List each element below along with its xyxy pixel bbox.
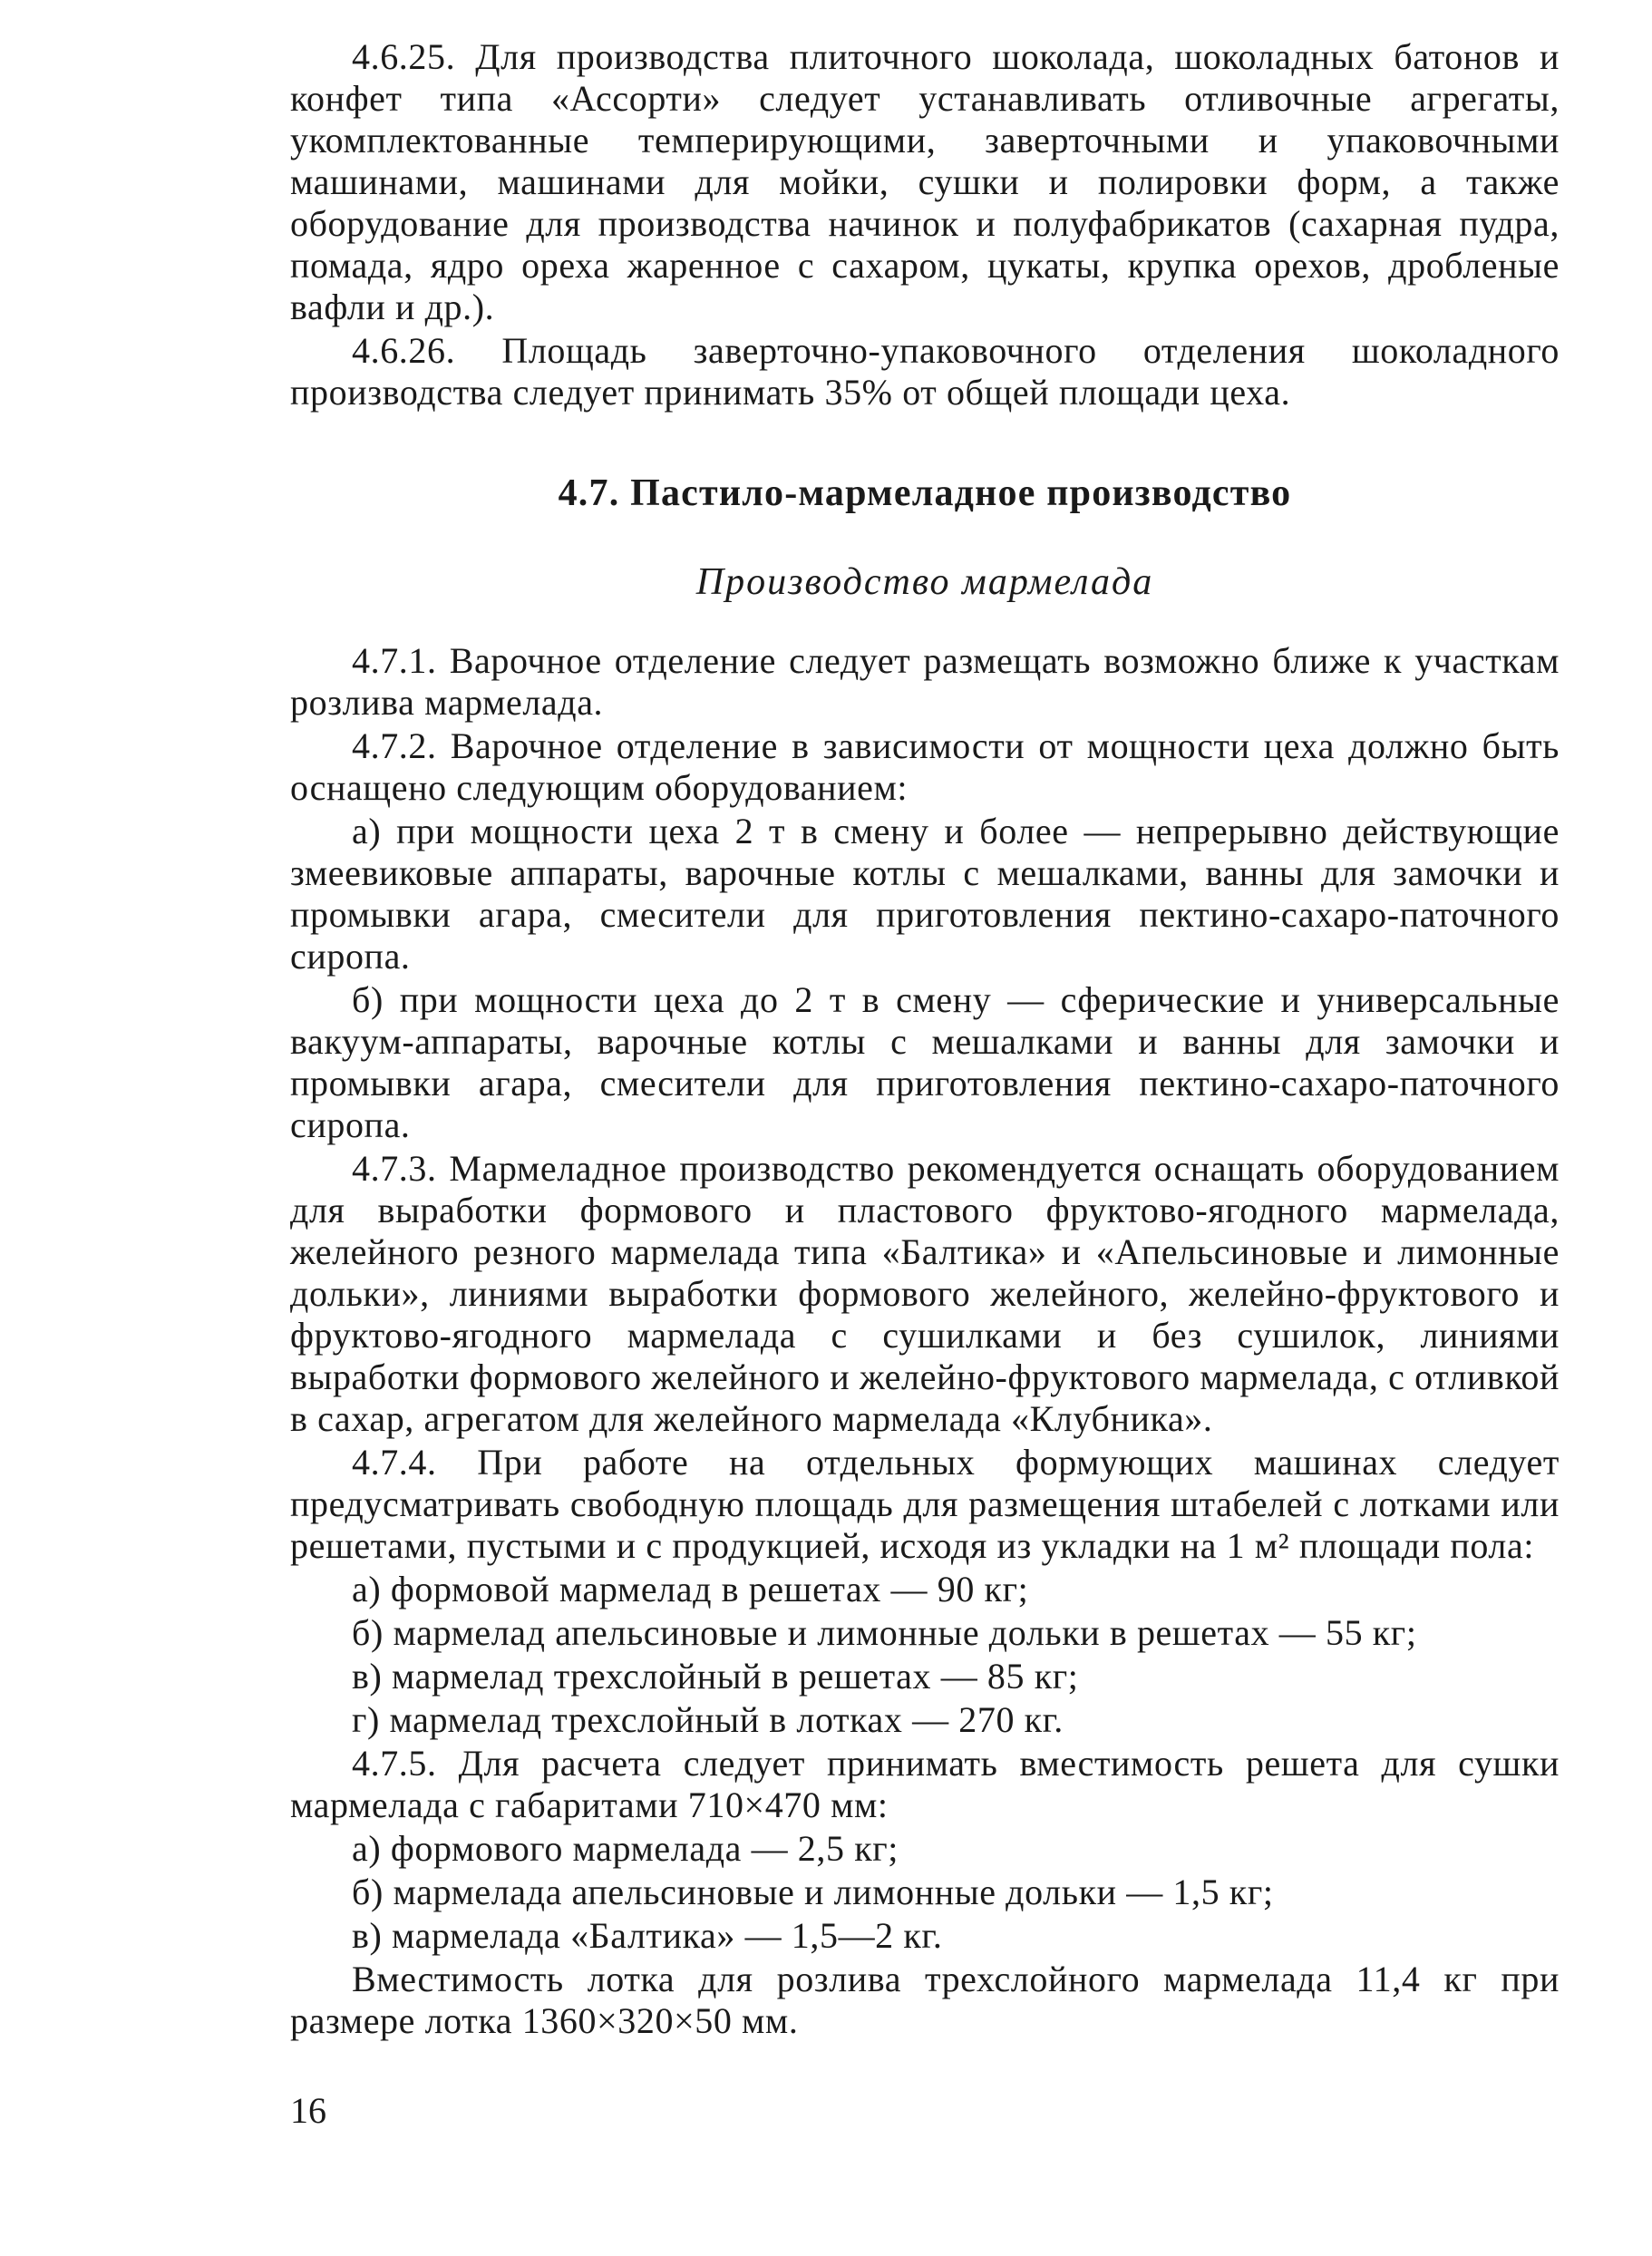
- section-title: 4.7. Пастило-мармеладное производство: [558, 472, 1292, 514]
- paragraph-4-6-26: 4.6.26. Площадь заверточно-упаковочного отделения шоколадного производства следует принимать 35% от общей площади цеха.: [290, 330, 1560, 413]
- page-number: 16: [290, 2090, 326, 2131]
- list-item-4-7-4-g: г) мармелад трехслойный в лотках — 270 кг.: [352, 1699, 1064, 1740]
- paragraph-4-7-3: 4.7.3. Мармеладное производство рекомендуется оснащать оборудованием для выработки формового и пластового фруктово-ягодного мармелада, желейного резного мармелада типа «Балтика» и «Апельсиновые и лимонные дольки», линиями выработки формового желейного, желейно-фруктового и фруктово-ягодного мармелада с сушилками и без сушилок, линиями выработки формового желейного и желейно-фруктового мармелада, с отливкой в сахар, агрегатом для желейного мармелада «Клубника».: [290, 1148, 1560, 1439]
- list-item-4-7-5-b: б) мармелада апельсиновые и лимонные дольки — 1,5 кг;: [352, 1872, 1274, 1912]
- paragraph-4-6-25: 4.6.25. Для производства плиточного шоколада, шоколадных батонов и конфет типа «Ассорти» следует устанавливать отливочные агрегаты, укомплектованные темперирующими, заверточными и упаковочными машинами, машинами для мойки, сушки и полировки форм, а также оборудование для производства начинок и полуфабрикатов (сахарная пудра, помада, ядро ореха жаренное с сахаром, цукаты, крупка орехов, дробленые вафли и др.).: [290, 36, 1560, 327]
- paragraph-tray-capacity: Вместимость лотка для розлива трехслойного мармелада 11,4 кг при размере лотка 1360×320×50 мм.: [290, 1959, 1560, 2041]
- list-item-4-7-5-v: в) мармелада «Балтика» — 1,5—2 кг.: [352, 1915, 943, 1956]
- paragraph-4-7-1: 4.7.1. Варочное отделение следует размещать возможно ближе к участкам розлива мармелада.: [290, 640, 1560, 723]
- list-item-4-7-5-a: а) формового мармелада — 2,5 кг;: [352, 1828, 899, 1869]
- paragraph-4-7-4: 4.7.4. При работе на отдельных формующих машинах следует предусматривать свободную площадь для размещения штабелей с лотками или решетами, пустыми и с продукцией, исходя из укладки на 1 м² площади пола:: [290, 1442, 1560, 1566]
- document-page: [290, 36, 1560, 2044]
- list-item-4-7-2-b: б) при мощности цеха до 2 т в смену — сферические и универсальные вакуум-аппараты, варочные котлы с мешалками и ванны для замочки и промывки агара, смесители для приготовления пектино-сахаро-паточного сиропа.: [290, 979, 1560, 1145]
- paragraph-4-7-5: 4.7.5. Для расчета следует принимать вместимость решета для сушки мармелада с габаритами 710×470 мм:: [290, 1743, 1560, 1825]
- list-item-4-7-4-a: а) формовой мармелад в решетах — 90 кг;: [352, 1569, 1029, 1609]
- list-item-4-7-4-b: б) мармелад апельсиновые и лимонные дольки в решетах — 55 кг;: [352, 1612, 1417, 1653]
- paragraph-4-7-2: 4.7.2. Варочное отделение в зависимости от мощности цеха должно быть оснащено следующим оборудованием:: [290, 725, 1560, 808]
- list-item-4-7-4-v: в) мармелад трехслойный в решетах — 85 кг;: [352, 1656, 1079, 1697]
- list-item-4-7-2-a: а) при мощности цеха 2 т в смену и более — непрерывно действующие змеевиковые аппараты, варочные котлы с мешалками, ванны для замочки и промывки агара, смесители для приготовления пектино-сахаро-паточного сиропа.: [290, 811, 1560, 977]
- subsection-title: Производство мармелада: [695, 561, 1154, 603]
